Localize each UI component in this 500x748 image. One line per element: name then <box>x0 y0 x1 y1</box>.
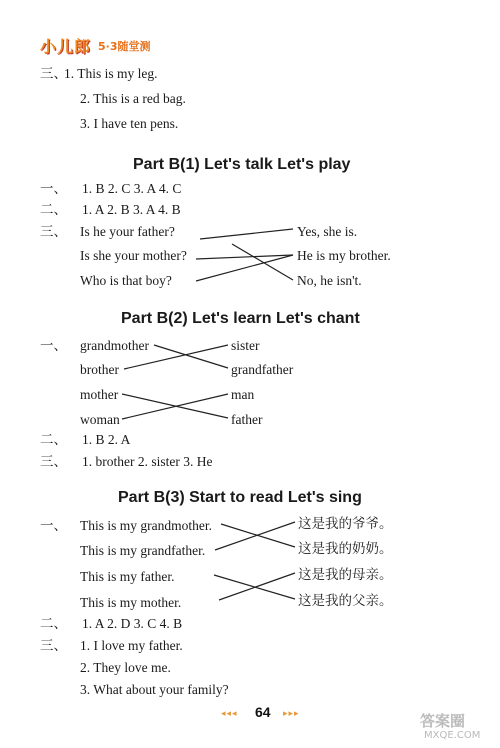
answer-line: 1. This is my leg. <box>64 66 158 81</box>
page-arrows-right: ▸▸▸ <box>283 709 300 719</box>
match-right-item: 这是我的母亲。 <box>298 567 393 582</box>
answer-line: 1. I love my father. <box>80 638 183 653</box>
watermark-logo: 答案圈 <box>420 712 466 730</box>
match-line <box>200 229 293 239</box>
section-label: 三、 <box>40 224 67 239</box>
match-left-item: grandmother <box>80 338 149 353</box>
answer-line: 3. What about your family? <box>80 682 229 697</box>
match-left-item: This is my father. <box>80 569 175 584</box>
match-right-item: father <box>231 412 263 427</box>
section-heading-b3: Part B(3) Start to read Let's sing <box>118 489 362 506</box>
answer-line: 2. This is a red bag. <box>80 91 186 106</box>
match-right-item: 这是我的父亲。 <box>298 593 393 608</box>
answer-line: 1. A 2. B 3. A 4. B <box>82 202 181 217</box>
match-left-item: woman <box>80 412 120 427</box>
answer-line: 1. A 2. D 3. C 4. B <box>82 616 183 631</box>
match-left-item: This is my grandmother. <box>80 518 212 533</box>
answer-line: 1. B 2. C 3. A 4. C <box>82 181 182 196</box>
section-label: 二、 <box>40 432 67 447</box>
match-left-item: Who is that boy? <box>80 273 172 288</box>
watermark-url: MXQE.COM <box>424 730 481 741</box>
section-label: 一、 <box>40 338 67 353</box>
page-number: 64 <box>255 704 271 720</box>
match-left-item: brother <box>80 362 119 377</box>
section-label: 二、 <box>40 202 67 217</box>
match-right-item: sister <box>231 338 260 353</box>
match-left-item: This is my grandfather. <box>80 543 206 558</box>
answer-line: 2. They love me. <box>80 660 171 675</box>
match-right-item: He is my brother. <box>297 248 391 263</box>
section-label: 二、 <box>40 616 67 631</box>
match-right-item: man <box>231 387 255 402</box>
section-label: 三、 <box>40 66 67 81</box>
match-right-item: 这是我的爷爷。 <box>298 516 393 531</box>
match-right-item: 这是我的奶奶。 <box>298 541 393 556</box>
section-heading-b2: Part B(2) Let's learn Let's chant <box>121 310 360 327</box>
brand-subtitle: 5·3随堂测 <box>98 40 151 53</box>
match-line <box>124 345 228 369</box>
match-line <box>154 345 228 368</box>
section-heading-b1: Part B(1) Let's talk Let's play <box>133 156 351 173</box>
answer-line: 3. I have ten pens. <box>80 116 179 131</box>
section-label: 一、 <box>40 181 67 196</box>
match-left-item: This is my mother. <box>80 595 182 610</box>
brand-logo: 小儿郎 <box>40 37 92 56</box>
match-line <box>232 244 293 280</box>
section-label: 三、 <box>40 454 67 469</box>
match-left-item: mother <box>80 387 119 402</box>
match-right-item: grandfather <box>231 362 294 377</box>
match-left-item: Is she your mother? <box>80 248 187 263</box>
answer-line: 1. B 2. A <box>82 432 131 447</box>
section-label: 一、 <box>40 518 67 533</box>
match-right-item: No, he isn't. <box>297 273 362 288</box>
section-label: 三、 <box>40 638 67 653</box>
match-left-item: Is he your father? <box>80 224 175 239</box>
match-right-item: Yes, she is. <box>297 224 358 239</box>
answer-line: 1. brother 2. sister 3. He <box>82 454 213 469</box>
page-arrows-left: ◂◂◂ <box>221 709 238 719</box>
